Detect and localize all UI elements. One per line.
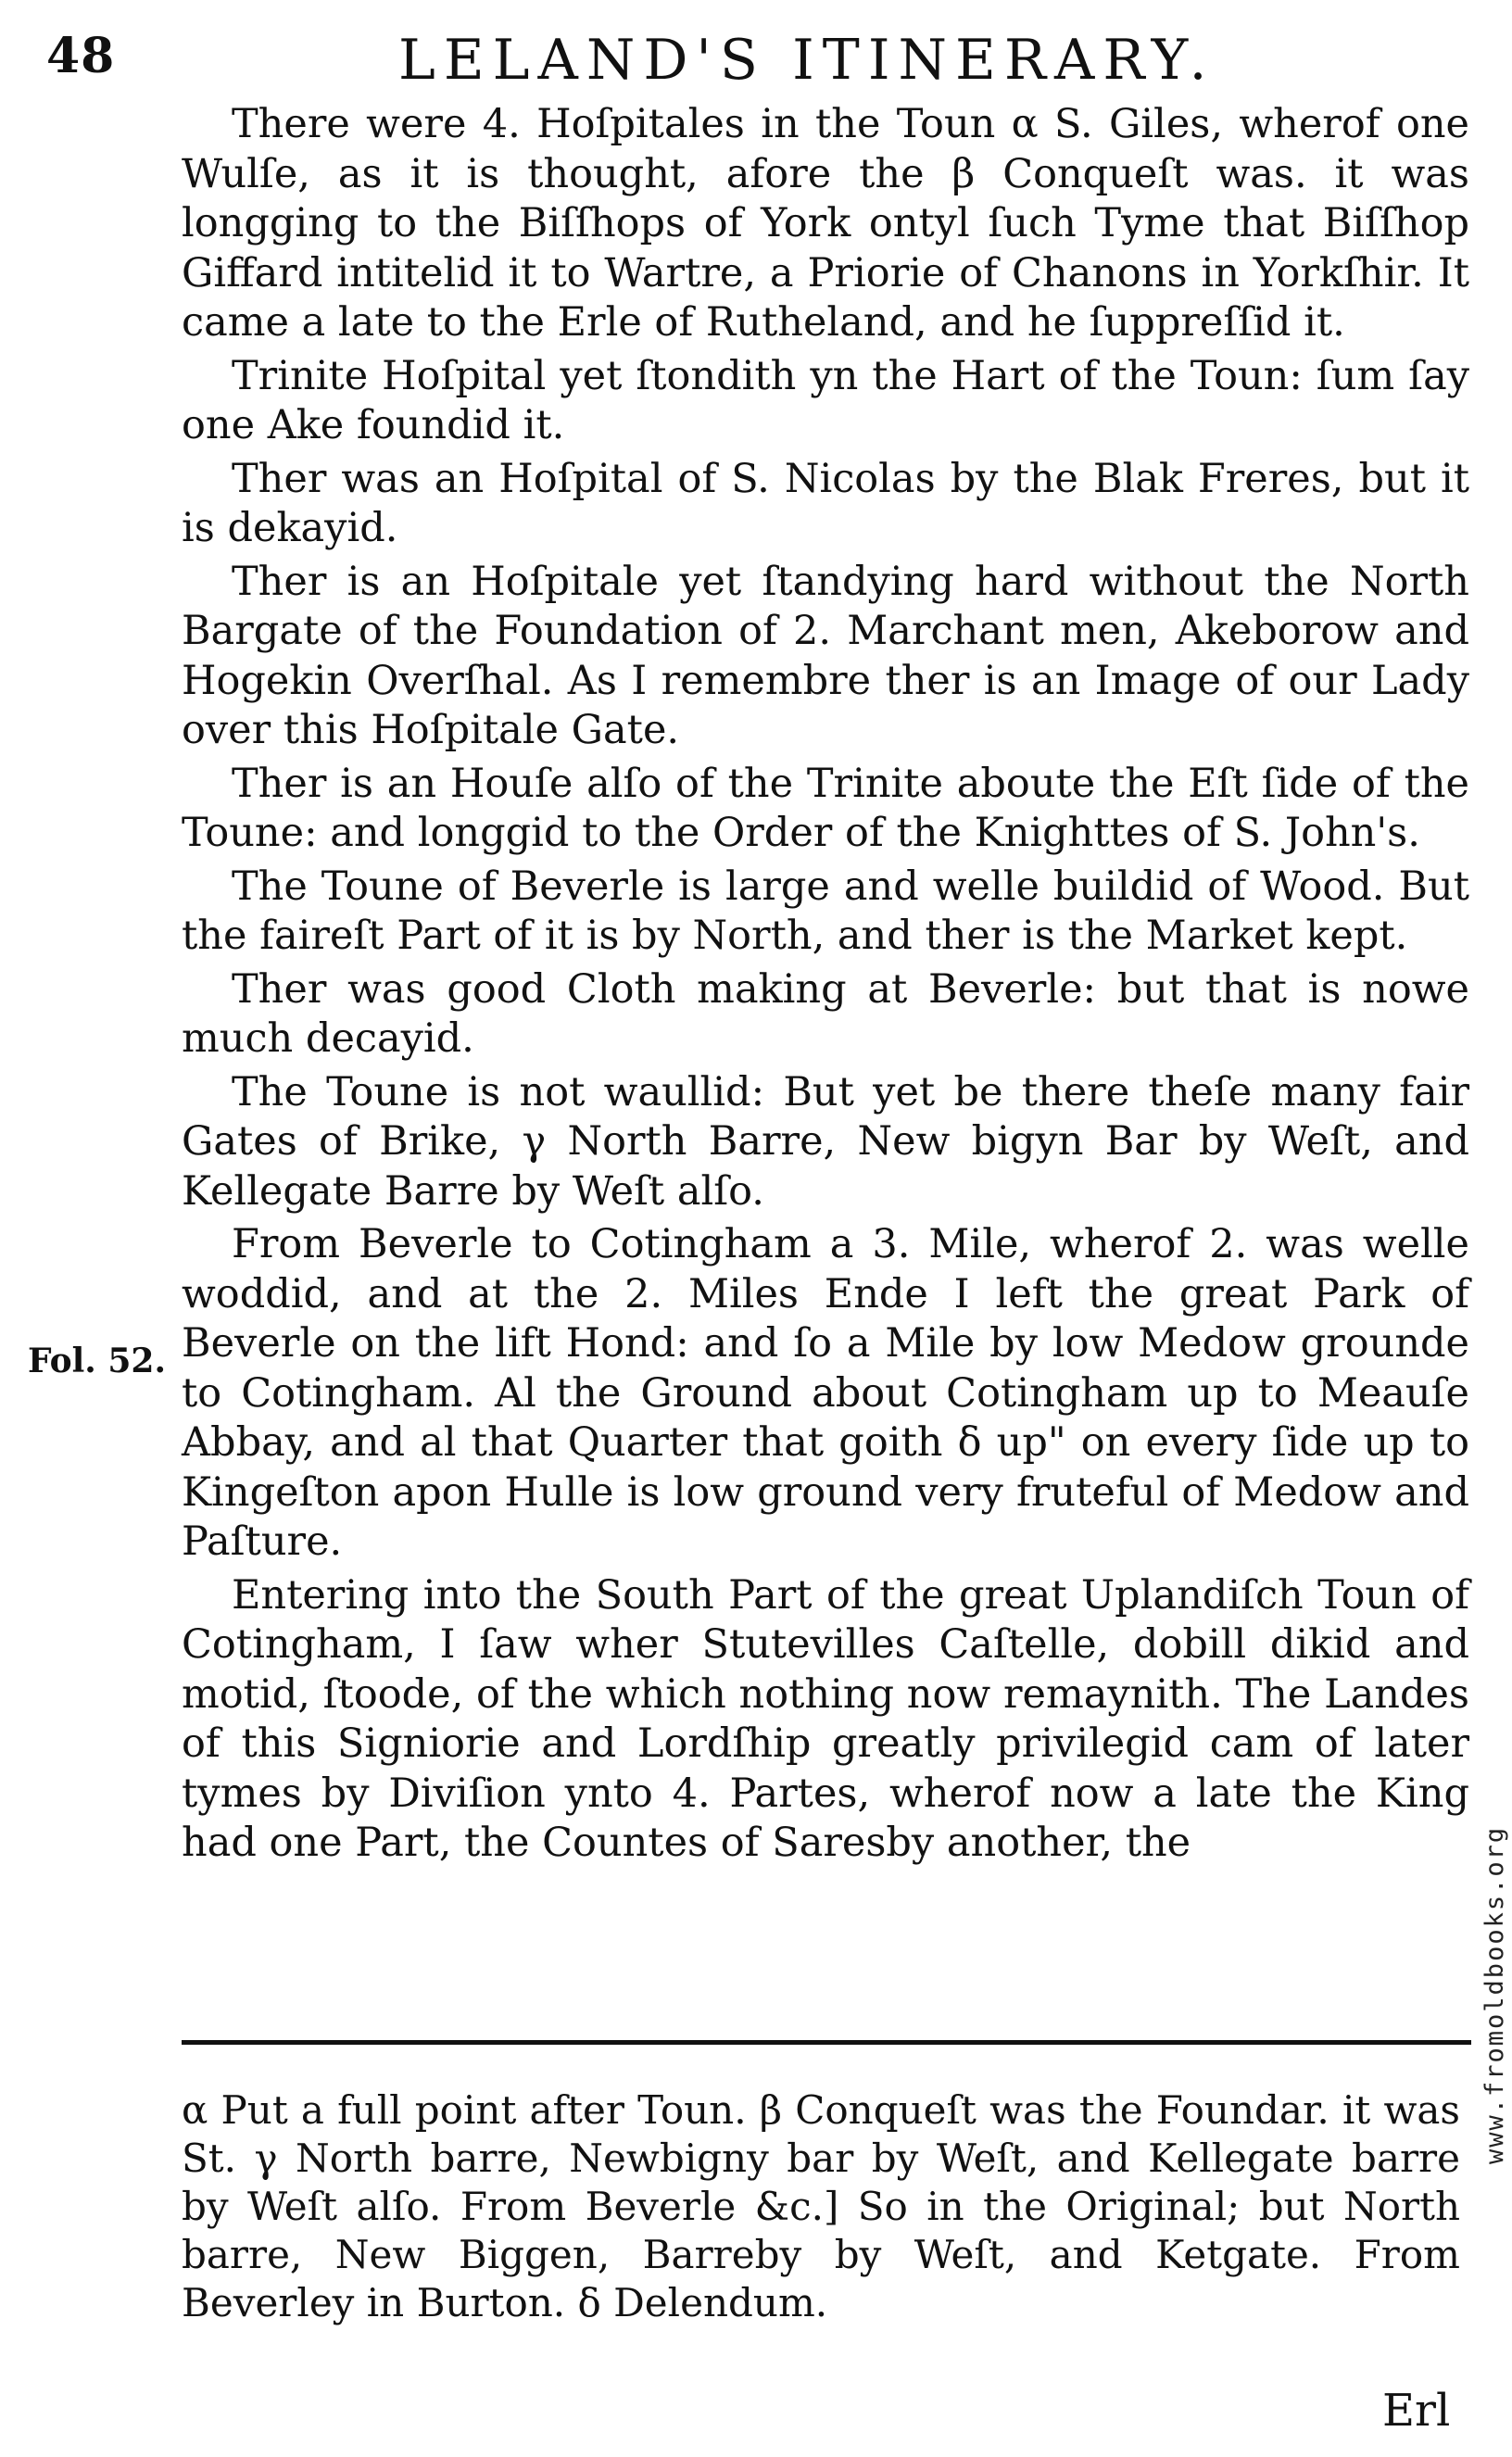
paragraph-4: Ther is an Hoſpitale yet ſtandying hard without the North Bargate of the Foundation of 2. Marchant men, Akeborow and Hogekin Overſhal. As I remembre ther is an Image of our Lady over this Hoſpitale Gate. [182,558,1469,753]
paragraph-8: The Toune is not waullid: But yet be there theſe many fair Gates of Brike, γ North Barre, New bigyn Bar by Weſt, and Kellegate Barre by Weſt alſo. [182,1068,1469,1215]
side-credit: www.fromoldbooks.org [1480,1825,1509,2164]
body-text [182,100,1469,1872]
paragraph-6: The Toune of Beverle is large and welle buildid of Wood. But the faireſt Part of it is by North, and ther is the Market kept. [182,863,1469,959]
footnote-rule [182,2040,1471,2045]
paragraph-10: Entering into the South Part of the great Uplandiſch Toun of Cotingham, I ſaw wher Stutevilles Caſtelle, dobill dikid and motid, ſtoode, of the which nothing now remaynith. The Landes of this Signiorie and Lordſhip greatly privilegid cam of later tymes by Diviſion ynto 4. Partes, wherof now a late the King had one Part, the Countes of Saresby another, the [182,1571,1469,1866]
footnote-delta: δ Delendum. [577,2280,828,2325]
paragraph-5: Ther is an Houſe alſo of the Trinite aboute the Eſt ſide of the Toune: and longgid to the Order of the Knighttes of S. John's. [182,760,1469,856]
footnote-gamma: γ North barre, Newbigny bar by Weſt, and Kellegate barre by Weſt alſo. From Beverle &c.] So in the Original; but North barre, New Biggen, Barreby by Weſt, and Ketgate. From Beverley in Burton. [182,2136,1460,2325]
catchword: Erl [1382,2385,1451,2437]
footnotes [182,2086,1460,2327]
footnote-beta: β Conqueſt was the Foundar. it was St. [182,2087,1460,2181]
running-head: LELAND'S ITINERARY. [398,28,1216,93]
paragraph-7: Ther was good Cloth making at Beverle: but that is nowe much decayid. [182,965,1469,1062]
page-number: 48 [46,28,116,84]
margin-note: Fol. 52. [28,1342,166,1380]
paragraph-1: There were 4. Hoſpitales in the Toun α S. Giles, wherof one Wulſe, as it is thought, afore the β Conqueſt was. it was longging to the Biſſhops of York ontyl ſuch Tyme that Biſſhop Giffard intitelid it to Wartre, a Priorie of Chanons in Yorkſhir. It came a late to the Erle of Rutheland, and he ſuppreſſid it. [182,101,1469,346]
paragraph-2: Trinite Hoſpital yet ſtondith yn the Hart of the Toun: ſum ſay one Ake foundid it. [182,352,1469,448]
paragraph-9: From Beverle to Cotingham a 3. Mile, wherof 2. was welle woddid, and at the 2. Miles Ende I left the great Park of Beverle on the lift Hond: and ſo a Mile by low Medow grounde to Cotingham. Al the Ground about Cotingham up to Meauſe Abbay, and al that Quarter that goith δ up" on every ſide up to Kingeſton apon Hulle is low ground very fruteful of Medow and Paſture. [182,1221,1469,1565]
paragraph-3: Ther was an Hoſpital of S. Nicolas by the Blak Freres, but it is dekayid. [182,455,1469,551]
footnote-alpha: α Put a full point after Toun. [182,2087,747,2133]
